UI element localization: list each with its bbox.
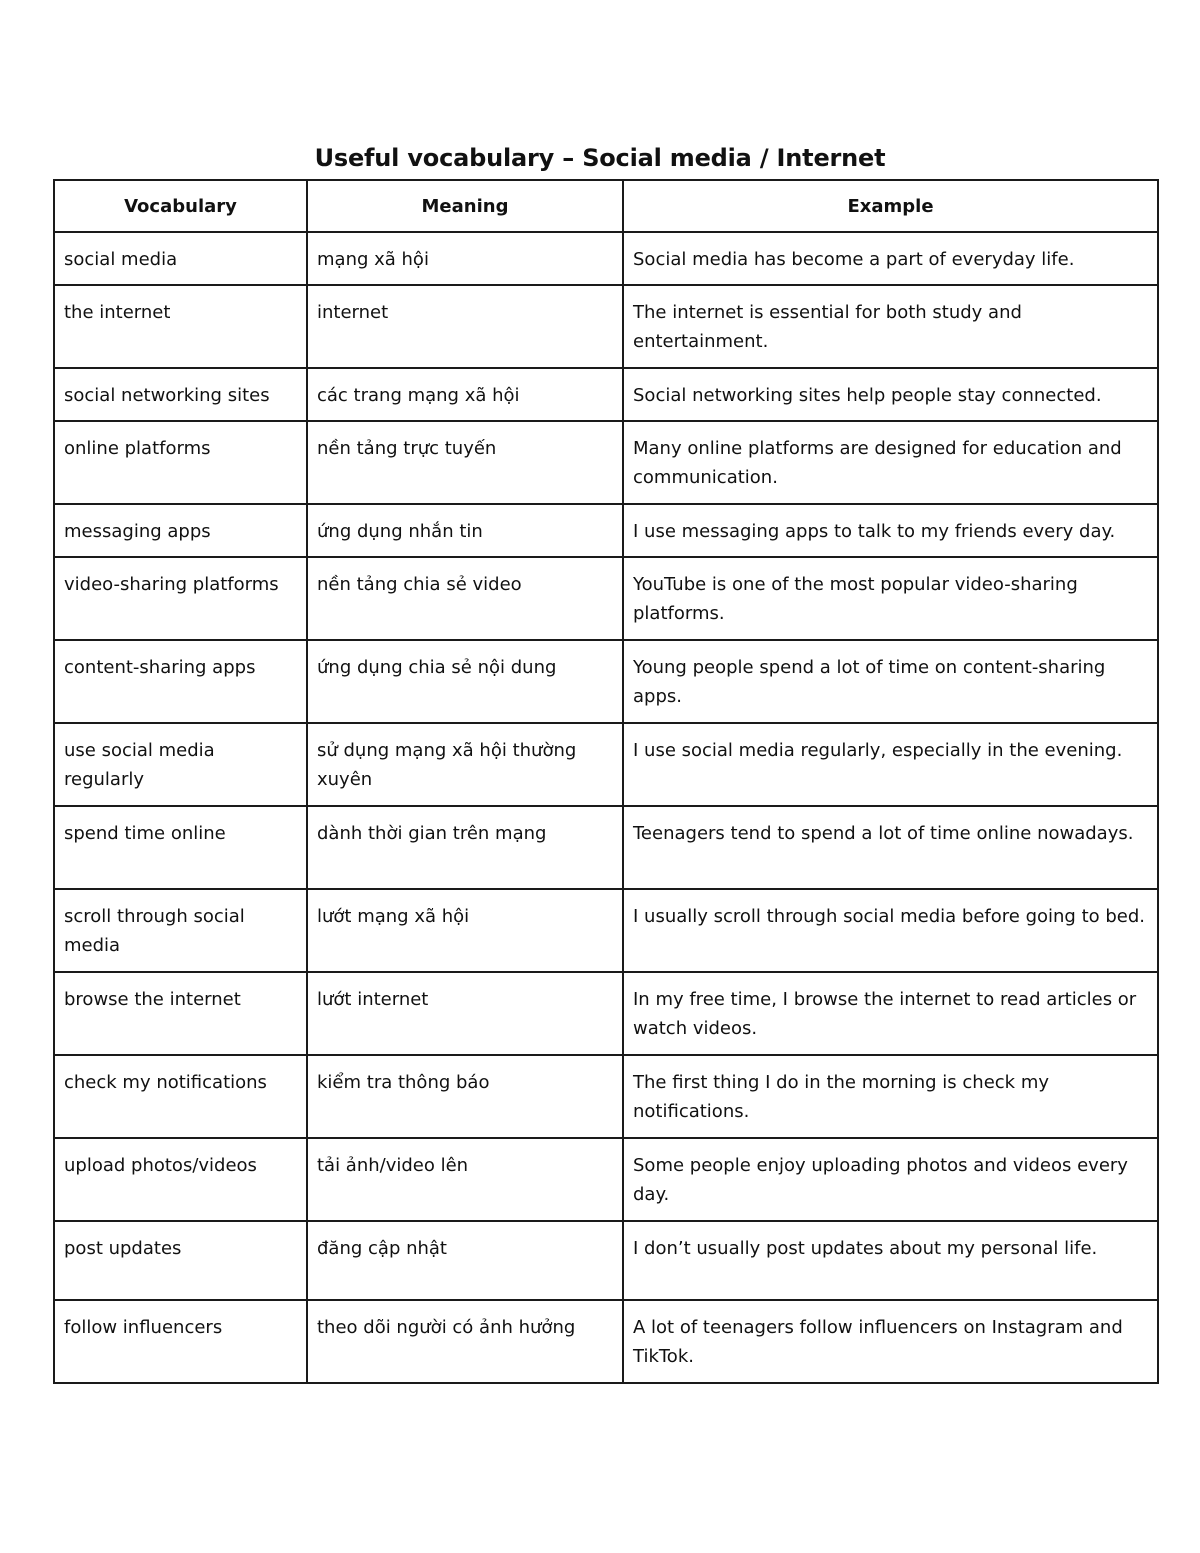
vocabulary-table bbox=[53, 179, 1159, 1384]
cell-meaning: các trang mạng xã hội bbox=[307, 368, 623, 421]
table-row bbox=[54, 285, 1158, 368]
table-row bbox=[54, 723, 1158, 806]
table-row bbox=[54, 889, 1158, 972]
cell-vocabulary: social media bbox=[54, 232, 307, 285]
cell-example: I usually scroll through social media before going to bed. bbox=[623, 889, 1158, 972]
cell-vocabulary: use social media regularly bbox=[54, 723, 307, 806]
cell-vocabulary: video-sharing platforms bbox=[54, 557, 307, 640]
cell-meaning: mạng xã hội bbox=[307, 232, 623, 285]
cell-meaning: đăng cập nhật bbox=[307, 1221, 623, 1300]
cell-vocabulary: spend time online bbox=[54, 806, 307, 889]
cell-example: Many online platforms are designed for education and communication. bbox=[623, 421, 1158, 504]
cell-example: A lot of teenagers follow influencers on Instagram and TikTok. bbox=[623, 1300, 1158, 1383]
table-row bbox=[54, 421, 1158, 504]
cell-meaning: theo dõi người có ảnh hưởng bbox=[307, 1300, 623, 1383]
cell-meaning: nền tảng trực tuyến bbox=[307, 421, 623, 504]
table-row bbox=[54, 504, 1158, 557]
cell-meaning: lướt mạng xã hội bbox=[307, 889, 623, 972]
cell-meaning: dành thời gian trên mạng bbox=[307, 806, 623, 889]
header-vocabulary: Vocabulary bbox=[54, 180, 307, 232]
table-row bbox=[54, 1221, 1158, 1300]
table-row bbox=[54, 1138, 1158, 1221]
cell-meaning: ứng dụng nhắn tin bbox=[307, 504, 623, 557]
header-example: Example bbox=[623, 180, 1158, 232]
cell-example: Social media has become a part of everyday life. bbox=[623, 232, 1158, 285]
cell-vocabulary: the internet bbox=[54, 285, 307, 368]
cell-example: I use messaging apps to talk to my friends every day. bbox=[623, 504, 1158, 557]
table-row bbox=[54, 232, 1158, 285]
table-row bbox=[54, 640, 1158, 723]
cell-vocabulary: upload photos/videos bbox=[54, 1138, 307, 1221]
cell-example: I don’t usually post updates about my personal life. bbox=[623, 1221, 1158, 1300]
table-header-row bbox=[54, 180, 1158, 232]
cell-meaning: kiểm tra thông báo bbox=[307, 1055, 623, 1138]
table-row bbox=[54, 1055, 1158, 1138]
cell-vocabulary: check my notifications bbox=[54, 1055, 307, 1138]
cell-example: Young people spend a lot of time on content-sharing apps. bbox=[623, 640, 1158, 723]
cell-vocabulary: messaging apps bbox=[54, 504, 307, 557]
cell-meaning: nền tảng chia sẻ video bbox=[307, 557, 623, 640]
table-row bbox=[54, 806, 1158, 889]
cell-vocabulary: content-sharing apps bbox=[54, 640, 307, 723]
cell-vocabulary: follow influencers bbox=[54, 1300, 307, 1383]
cell-vocabulary: scroll through social media bbox=[54, 889, 307, 972]
cell-example: The internet is essential for both study and entertainment. bbox=[623, 285, 1158, 368]
cell-example: YouTube is one of the most popular video-sharing platforms. bbox=[623, 557, 1158, 640]
cell-example: The first thing I do in the morning is check my notifications. bbox=[623, 1055, 1158, 1138]
cell-example: In my free time, I browse the internet to read articles or watch videos. bbox=[623, 972, 1158, 1055]
cell-meaning: tải ảnh/video lên bbox=[307, 1138, 623, 1221]
table-row bbox=[54, 972, 1158, 1055]
table-row bbox=[54, 368, 1158, 421]
cell-meaning: lướt internet bbox=[307, 972, 623, 1055]
cell-example: I use social media regularly, especially in the evening. bbox=[623, 723, 1158, 806]
cell-meaning: ứng dụng chia sẻ nội dung bbox=[307, 640, 623, 723]
cell-vocabulary: browse the internet bbox=[54, 972, 307, 1055]
cell-meaning: sử dụng mạng xã hội thường xuyên bbox=[307, 723, 623, 806]
cell-vocabulary: online platforms bbox=[54, 421, 307, 504]
cell-vocabulary: post updates bbox=[54, 1221, 307, 1300]
cell-example: Some people enjoy uploading photos and videos every day. bbox=[623, 1138, 1158, 1221]
cell-example: Teenagers tend to spend a lot of time online nowadays. bbox=[623, 806, 1158, 889]
document-title: Useful vocabulary – Social media / Internet bbox=[314, 144, 886, 172]
cell-meaning: internet bbox=[307, 285, 623, 368]
table-row bbox=[54, 557, 1158, 640]
header-meaning: Meaning bbox=[307, 180, 623, 232]
cell-example: Social networking sites help people stay connected. bbox=[623, 368, 1158, 421]
table-row bbox=[54, 1300, 1158, 1383]
cell-vocabulary: social networking sites bbox=[54, 368, 307, 421]
